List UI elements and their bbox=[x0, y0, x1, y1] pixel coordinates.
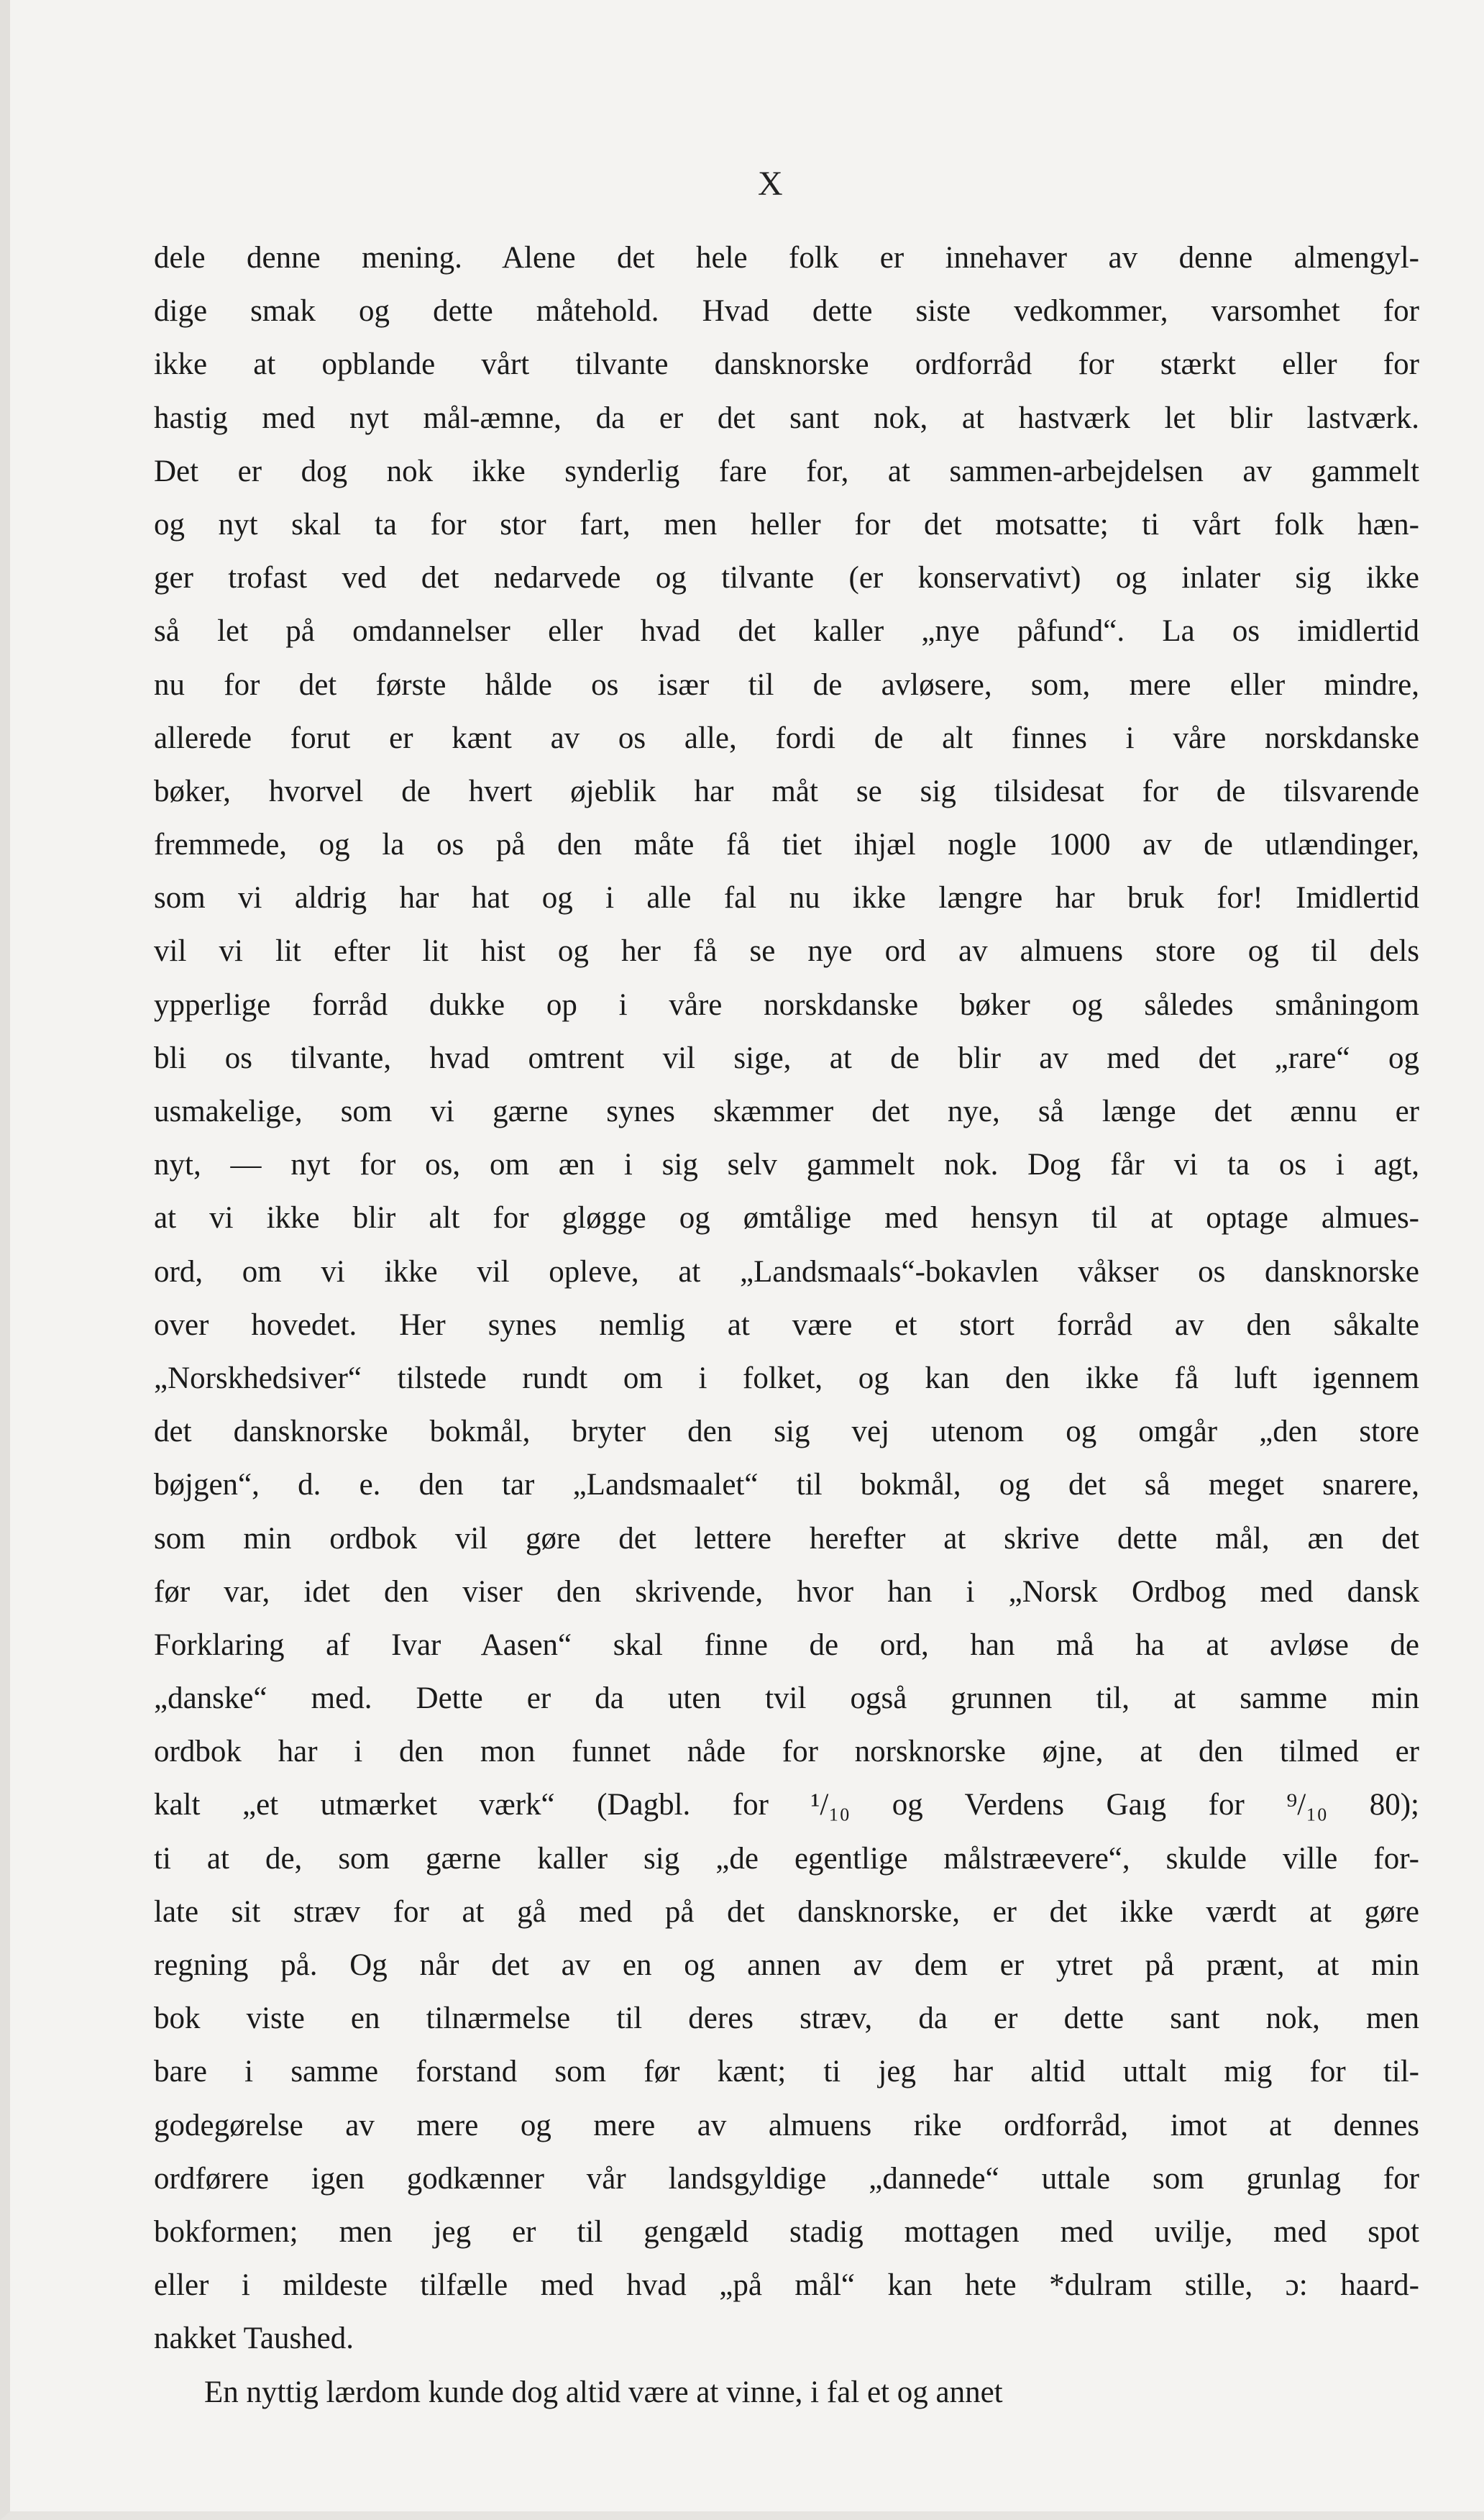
text-line: nakket Taushed. bbox=[154, 2322, 354, 2356]
text-line: ordførere igen godkænner vår landsgyldige „dannede“ uttale som grunlag for bbox=[154, 2161, 1419, 2196]
page-number: X bbox=[758, 165, 784, 203]
text-line: „Norskhedsiver“ tilstede rundt om i folket, og kan den ikke få luft igennem bbox=[154, 1361, 1419, 1395]
text-line: hastig med nyt mål-æmne, da er det sant nok, at hastværk let blir lastværk. bbox=[154, 401, 1419, 435]
text-line: ord, om vi ikke vil opleve, at „Landsmaals“-bokavlen våkser os dansknorske bbox=[154, 1254, 1419, 1289]
text-line: bare i samme forstand som før kænt; ti jeg har altid uttalt mig for til- bbox=[154, 2055, 1419, 2089]
text-line: bøjgen“, d. e. den tar „Landsmaalet“ til bokmål, og det så meget snarere, bbox=[154, 1468, 1419, 1502]
text-line: vil vi lit efter lit hist og her få se nye ord av almuens store og til dels bbox=[154, 934, 1419, 969]
text-line: bok viste en tilnærmelse til deres stræv, da er dette sant nok, men bbox=[154, 2001, 1419, 2036]
text-line: late sit stræv for at gå med på det dansknorske, er det ikke værdt at gøre bbox=[154, 1894, 1419, 1929]
text-line: dele denne mening. Alene det hele folk er innehaver av denne almengyl- bbox=[154, 241, 1419, 275]
text-line: dige smak og dette måtehold. Hvad dette siste vedkommer, varsomhet for bbox=[154, 294, 1419, 329]
text-line: ypperlige forråd dukke op i våre norskdanske bøker og således småningom bbox=[154, 987, 1419, 1022]
text-line: nu for det første hålde os især til de avløsere, som, mere eller mindre, bbox=[154, 667, 1419, 702]
text-line: bli os tilvante, hvad omtrent vil sige, at de blir av med det „rare“ og bbox=[154, 1041, 1419, 1075]
text-line: som min ordbok vil gøre det lettere herefter at skrive dette mål, æn det bbox=[154, 1521, 1419, 1556]
body-text bbox=[154, 232, 1419, 2419]
text-line: eller i mildeste tilfælle med hvad „på mål“ kan hete *dulram stille, ɔ: haard- bbox=[154, 2268, 1419, 2303]
text-line: over hovedet. Her synes nemlig at være et stort forråd av den såkalte bbox=[154, 1307, 1419, 1342]
text-line: regning på. Og når det av en og annen av dem er ytret på prænt, at min bbox=[154, 1948, 1419, 1982]
text-line: Det er dog nok ikke synderlig fare for, at sammen-arbejdelsen av gammelt bbox=[154, 454, 1419, 488]
text-line: så let på omdannelser eller hvad det kaller „nye påfund“. La os imidlertid bbox=[154, 614, 1419, 649]
text-line: nyt, — nyt for os, om æn i sig selv gammelt nok. Dog får vi ta os i agt, bbox=[154, 1148, 1419, 1182]
text-line: og nyt skal ta for stor fart, men heller for det motsatte; ti vårt folk hæn- bbox=[154, 507, 1419, 542]
text-line: bokformen; men jeg er til gengæld stadig mottagen med uvilje, med spot bbox=[154, 2214, 1419, 2249]
text-line: ger trofast ved det nedarvede og tilvante (er konservativt) og inlater sig ikke bbox=[154, 561, 1419, 595]
text-line: bøker, hvorvel de hvert øjeblik har måt se sig tilsidesat for de tilsvarende bbox=[154, 774, 1419, 808]
text-line: fremmede, og la os på den måte få tiet ihjæl nogle 1000 av de utlændinger, bbox=[154, 828, 1419, 862]
text-line: at vi ikke blir alt for gløgge og ømtålige med hensyn til at optage almues- bbox=[154, 1201, 1419, 1236]
text-line: usmakelige, som vi gærne synes skæmmer det nye, så længe det ænnu er bbox=[154, 1095, 1419, 1128]
text-line: godegørelse av mere og mere av almuens rike ordforråd, imot at dennes bbox=[154, 2108, 1419, 2142]
text-line: allerede forut er kænt av os alle, fordi de alt finnes i våre norskdanske bbox=[154, 721, 1419, 755]
text-line: ikke at opblande vårt tilvante dansknorske ordforråd for stærkt eller for bbox=[154, 347, 1419, 382]
text-line: før var, idet den viser den skrivende, hvor han i „Norsk Ordbog med dansk bbox=[154, 1574, 1419, 1609]
text-line: ti at de, som gærne kaller sig „de egentlige målstræevere“, skulde ville for- bbox=[154, 1841, 1419, 1876]
text-line: ordbok har i den mon funnet nåde for norsknorske øjne, at den tilmed er bbox=[154, 1735, 1419, 1769]
text-line: En nyttig lærdom kunde dog altid være at vinne, i fal et og annet bbox=[204, 2375, 1003, 2409]
text-line: som vi aldrig har hat og i alle fal nu ikke længre har bruk for! Imidlertid bbox=[154, 881, 1419, 916]
text-line: det dansknorske bokmål, bryter den sig vej utenom og omgår „den store bbox=[154, 1415, 1419, 1449]
text-line: kalt „et utmærket værk“ (Dagbl. for ¹/₁₀ og Verdens Gaıg for ⁹/₁₀ 80); bbox=[154, 1788, 1419, 1822]
text-line: Forklaring af Ivar Aasen“ skal finne de ord, han må ha at avløse de bbox=[154, 1628, 1419, 1662]
text-line: „danske“ med. Dette er da uten tvil også grunnen til, at samme min bbox=[154, 1681, 1419, 1716]
